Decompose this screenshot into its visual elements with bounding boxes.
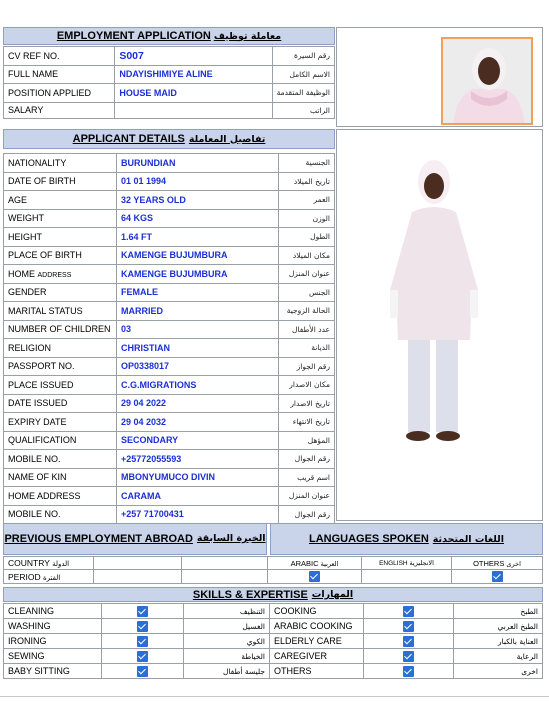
detail-label-ar: مكان الاصدار [279,376,335,395]
detail-label [4,376,117,395]
detail-label [4,339,117,358]
detail-label-ar: الديانة [279,339,335,358]
skill-label-ar: التنظيف [184,604,270,619]
table-row [4,154,335,173]
skills-header [3,587,543,602]
detail-value: KAMENGE BUJUMBURA [117,246,279,265]
skills-title: SKILLS & EXPERTISE [192,588,308,601]
detail-label-text: RELIGION [8,342,52,353]
lang-others-label [452,557,543,570]
skill-label-ar: الطبخ [454,604,543,619]
checkbox-checked-icon[interactable] [492,571,503,582]
skill-label-ar: العناية بالكبار [454,634,543,649]
detail-label [4,394,117,413]
skill-label-ar: الخياطة [184,649,270,664]
detail-label-ar: الجنس [279,283,335,302]
detail-value: 29 04 2032 [117,413,279,432]
skills-title-ar: المهارات [311,589,354,600]
detail-value: +257 71700431 [117,505,279,524]
previous-employment-title-ar: الخبرة السابقة [196,533,266,544]
details-table [3,153,335,524]
detail-label-text: NAME OF KIN [8,472,67,483]
detail-label-ar: الحالة الزوجية [279,302,335,321]
detail-label-ar: تاريخ الاصدار [279,394,335,413]
table-row [4,394,335,413]
detail-label [4,357,117,376]
cv-ref-value: S007 [115,47,272,66]
languages-title: LANGUAGES SPOKEN [308,533,429,545]
salary-label-ar: الراتب [272,102,334,118]
detail-label-text: QUALIFICATION [8,435,77,446]
detail-label-text: DATE OF BIRTH [8,176,76,187]
detail-label [4,172,117,191]
lang-others-ar: اخرى [506,559,521,568]
lang-english-text: ENGLISH [379,560,408,567]
table-row [4,84,335,103]
detail-value: MBONYUMUCO DIVIN [117,468,279,487]
table-row [4,65,335,84]
page-title-ar: معاملة توظيف [213,30,282,42]
period-label: PERIOD [8,571,41,582]
table-row [4,664,543,679]
salary-value [115,102,272,118]
skill-label: CAREGIVER [270,649,364,664]
table-row [4,649,543,664]
skill-check-cell[interactable] [364,634,454,649]
detail-label-ar: الطول [279,228,335,247]
skill-check-cell[interactable] [364,664,454,679]
skill-label-ar: الطبخ العربي [454,619,543,634]
detail-label-text: NUMBER OF CHILDREN [8,324,111,335]
detail-value: 1.64 FT [117,228,279,247]
detail-label-text: MARITAL STATUS [8,305,83,316]
detail-label [4,209,117,228]
detail-value: CARAMA [117,487,279,506]
detail-value: MARRIED [117,302,279,321]
position-label-ar: الوظيفة المتقدمة [272,84,334,103]
detail-value: 03 [117,320,279,339]
detail-value: 01 01 1994 [117,172,279,191]
table-row [4,357,335,376]
table-row [4,376,335,395]
detail-label [4,265,117,284]
detail-label [4,431,117,450]
skill-label: ARABIC COOKING [270,619,364,634]
full-name-value: NDAYISHIMIYE ALINE [115,65,272,84]
skill-label: SEWING [4,649,102,664]
detail-label-text: PLACE ISSUED [8,379,74,390]
skill-label-ar: الرعاية [454,649,543,664]
skill-label: IRONING [4,634,102,649]
detail-label-text: PLACE OF BIRTH [8,250,82,261]
lang-arabic-label [268,557,362,570]
checkbox-checked-icon[interactable] [137,606,148,617]
lang-english-check-cell[interactable] [362,570,452,584]
detail-label-ar: الجنسية [279,154,335,173]
detail-label [4,487,117,506]
salary-label: SALARY [4,102,115,118]
skill-check-cell[interactable] [102,634,184,649]
page-title [3,27,335,45]
checkbox-checked-icon[interactable] [309,571,320,582]
detail-label-text: EXPIRY DATE [8,416,67,427]
lang-english-ar: الانجليزية [409,559,434,567]
table-row [4,468,335,487]
detail-value: C.G.MIGRATIONS [117,376,279,395]
detail-label-ar: العمر [279,191,335,210]
skill-check-cell[interactable] [102,604,184,619]
skill-label-ar: الغسيل [184,619,270,634]
skill-check-cell[interactable] [364,604,454,619]
table-row [4,604,543,619]
skill-label: CLEANING [4,604,102,619]
table-row [4,619,543,634]
lang-english-label [362,557,452,570]
detail-value: SECONDARY [117,431,279,450]
detail-label [4,246,117,265]
portrait-photo [441,37,533,125]
detail-label [4,154,117,173]
cv-ref-label-ar: رقم السيرة [272,47,334,66]
skill-label-ar: جليسة أطفال [184,664,270,679]
skills-table [3,603,543,679]
applicant-details-title: APPLICANT DETAILS [72,133,185,145]
cv-ref-label: CV REF NO. [4,47,115,66]
skill-label: BABY SITTING [4,664,102,679]
detail-value: 29 04 2022 [117,394,279,413]
checkbox-checked-icon[interactable] [403,666,414,677]
detail-label-ar: عنوان المنزل [279,265,335,284]
full-name-label: FULL NAME [4,65,115,84]
table-row [4,283,335,302]
lang-arabic-text: ARABIC [290,558,319,568]
position-label: POSITION APPLIED [4,84,115,103]
detail-value: BURUNDIAN [117,154,279,173]
detail-label-text: MOBILE NO. [8,509,61,520]
table-row [4,209,335,228]
detail-label-ar: مكان الميلاد [279,246,335,265]
checkbox-checked-icon[interactable] [403,636,414,647]
detail-label [4,320,117,339]
detail-label-text: DATE ISSUED [8,398,68,409]
top-info-table [3,46,335,119]
detail-label [4,302,117,321]
period-value-2 [182,570,268,584]
languages-title-ar: اللغات المتحدثة [432,533,504,545]
table-row [4,487,335,506]
skill-check-cell[interactable] [102,649,184,664]
table-row [4,320,335,339]
page-title-text: EMPLOYMENT APPLICATION [56,30,211,42]
detail-label [4,450,117,469]
detail-label-ar: عنوان المنزل [279,487,335,506]
table-row [4,102,335,118]
detail-label-ar: رقم الجوال [279,505,335,524]
detail-label [4,228,117,247]
detail-label-text: WEIGHT [8,213,44,224]
page-bottom-divider [0,696,549,697]
skill-check-cell[interactable] [102,619,184,634]
table-row [4,431,335,450]
checkbox-checked-icon[interactable] [403,621,414,632]
full-name-label-ar: الاسم الكامل [272,65,334,84]
full-body-photo [372,140,492,450]
skill-label-ar: اخرى [454,664,543,679]
skill-label: ELDERLY CARE [270,634,364,649]
checkbox-checked-icon[interactable] [137,636,148,647]
detail-value: 64 KGS [117,209,279,228]
country-value-1 [94,557,182,570]
employment-languages-table [3,556,543,584]
detail-label [4,413,117,432]
detail-label-ar: رقم الجوال [279,450,335,469]
detail-value: +25772055593 [117,450,279,469]
lang-others-text: OTHERS [473,558,505,568]
country-label-ar: الدولة [52,560,70,568]
skill-check-cell[interactable] [102,664,184,679]
table-row [4,302,335,321]
detail-label-text: MOBILE NO. [8,453,61,464]
languages-header [270,523,543,555]
table-row [4,413,335,432]
period-label-ar: الفترة [42,573,61,582]
table-row [4,570,543,584]
checkbox-checked-icon[interactable] [137,621,148,632]
applicant-details-title-ar: تفاصيل المعاملة [188,133,266,145]
country-label-cell [4,557,94,570]
detail-value: CHRISTIAN [117,339,279,358]
detail-label-text: NATIONALITY [8,157,67,168]
detail-value: FEMALE [117,283,279,302]
detail-label-ar: اسم قريب [279,468,335,487]
country-label: COUNTRY [8,558,50,568]
table-row [4,339,335,358]
checkbox-checked-icon[interactable] [137,651,148,662]
lang-arabic-check-cell[interactable] [268,570,362,584]
previous-employment-header [3,523,267,555]
skill-check-cell[interactable] [364,649,454,664]
detail-label-ar: عدد الأطفال [279,320,335,339]
table-row [4,557,543,570]
table-row [4,228,335,247]
detail-label [4,505,117,524]
detail-label-text: HOME ADDRESS [8,490,81,501]
detail-label-ar: المؤهل [279,431,335,450]
lang-arabic-ar: العربية [320,559,339,568]
detail-label-ar: تاريخ الانتهاء [279,413,335,432]
checkbox-checked-icon[interactable] [403,651,414,662]
table-row [4,47,335,66]
table-row [4,172,335,191]
table-row [4,265,335,284]
skill-label: WASHING [4,619,102,634]
skill-label: COOKING [270,604,364,619]
detail-label-ar: تاريخ الميلاد [279,172,335,191]
detail-label-text: AGE [8,194,28,205]
skill-check-cell[interactable] [364,619,454,634]
skill-label-ar: الكوي [184,634,270,649]
table-row [4,191,335,210]
period-label-cell [4,570,94,584]
applicant-details-header [3,129,335,149]
detail-label [4,468,117,487]
detail-label-ar: رقم الجواز [279,357,335,376]
table-row [4,246,335,265]
detail-value: OP0338017 [117,357,279,376]
detail-value: 32 YEARS OLD [117,191,279,210]
position-value: HOUSE MAID [115,84,272,103]
detail-label-text: PASSPORT NO. [8,361,75,372]
period-value-1 [94,570,182,584]
previous-employment-title: PREVIOUS EMPLOYMENT ABROAD [4,533,193,545]
table-row [4,450,335,469]
detail-label [4,283,117,302]
detail-label-text: HEIGHT [8,231,43,242]
lang-others-check-cell[interactable] [452,570,543,584]
detail-label-text: GENDER [8,287,47,298]
detail-label [4,191,117,210]
checkbox-checked-icon[interactable] [137,666,148,677]
table-row [4,505,335,524]
skill-label: OTHERS [270,664,364,679]
detail-label-small: ADDRESS [37,271,72,279]
country-value-2 [182,557,268,570]
checkbox-checked-icon[interactable] [403,606,414,617]
detail-label-text: HOME [8,268,35,279]
detail-label-ar: الوزن [279,209,335,228]
table-row [4,634,543,649]
detail-value: KAMENGE BUJUMBURA [117,265,279,284]
